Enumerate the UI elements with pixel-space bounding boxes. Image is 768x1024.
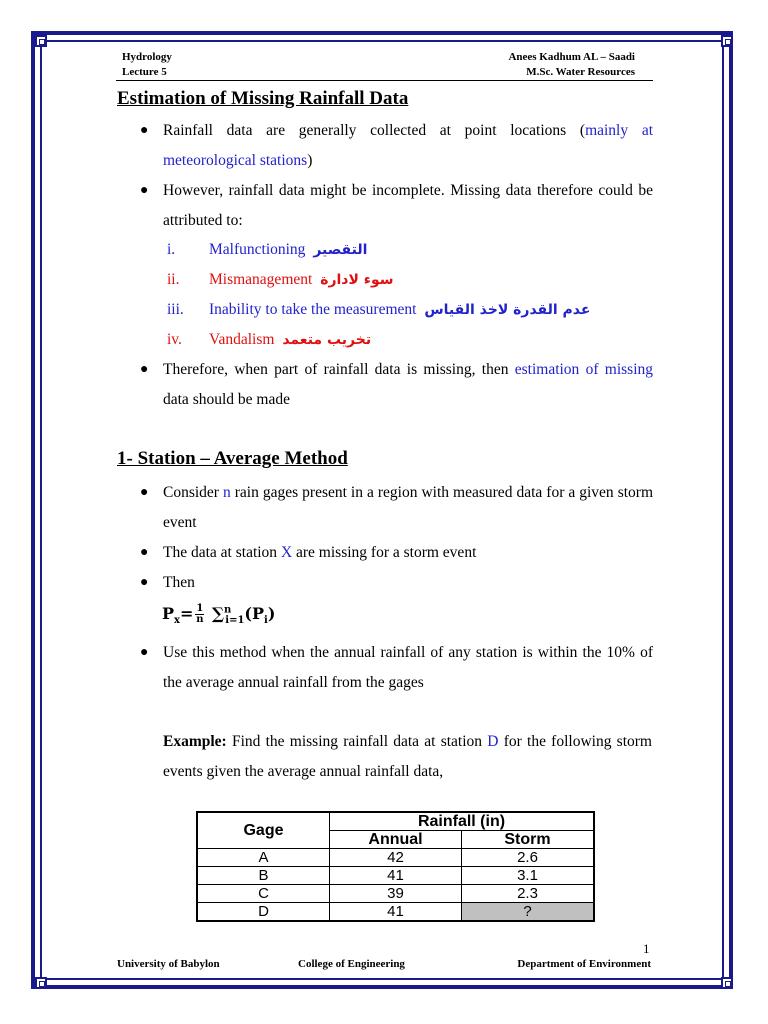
header-divider (116, 80, 653, 81)
border-corner-ornament (721, 977, 733, 989)
footer-university: University of Babylon (117, 958, 220, 970)
header-degree: M.Sc. Water Resources (526, 66, 635, 78)
bullet-list-method (137, 478, 653, 598)
list-item: ● Therefore, when part of rainfall data is missing, then estimation of missing data should be made (137, 355, 653, 415)
cause-item: i. Malfunctioning التقصير (167, 241, 368, 258)
bullet-icon: ● (140, 645, 149, 660)
bullet-icon: ● (140, 183, 149, 198)
highlight-text: estimation of missing (514, 361, 654, 378)
table-row: D 41 ? (197, 903, 594, 922)
example-label: Example: (163, 733, 227, 750)
bullet-icon: ● (140, 575, 149, 590)
header-author-info (508, 50, 635, 80)
bullet-list-conclusion (137, 355, 653, 415)
cause-item: iv. Vandalism تخريب متعمد (167, 331, 372, 348)
table-header-rainfall: Rainfall (in) (330, 812, 595, 831)
table-row: C 39 2.3 (197, 885, 594, 903)
table-header-gage: Gage (197, 812, 330, 849)
border-corner-ornament (35, 35, 47, 47)
list-item: ● Consider n rain gages present in a region with measured data for a given storm event (137, 478, 653, 538)
table-row: A 42 2.6 (197, 849, 594, 867)
causes-list (167, 235, 590, 355)
list-item: ● Then (137, 568, 653, 598)
list-item: ● However, rainfall data might be incomplete. Missing data therefore could be attributed to: (137, 176, 653, 236)
bullet-icon: ● (140, 362, 149, 377)
border-corner-ornament (721, 35, 733, 47)
example-paragraph: Example: Find the missing rainfall data at station D for the following storm events given the average annual rainfall data, (163, 733, 652, 780)
bullet-icon: ● (140, 485, 149, 500)
cause-item: ii. Mismanagement سوء لادارة (167, 271, 394, 288)
missing-value-cell: ? (462, 903, 595, 922)
bullet-list-usage (137, 638, 653, 698)
highlight-text: mainly at meteorological stations (163, 122, 653, 169)
page-number: 1 (643, 941, 650, 956)
footer-college: College of Engineering (298, 958, 405, 970)
cause-item: iii. Inability to take the measurement عدم القدرة لاخذ القياس (167, 301, 591, 318)
formula-fraction: $\frac{1}{n}$ (196, 603, 204, 625)
rainfall-table (196, 811, 595, 922)
header-lecture: Lecture 5 (122, 66, 167, 78)
header-course: Hydrology (122, 51, 172, 63)
section-heading-missing-data: Estimation of Missing Rainfall Data (117, 88, 409, 109)
bullet-icon: ● (140, 545, 149, 560)
list-item: ● Use this method when the annual rainfall of any station is within the 10% of the average annual rainfall from the gages (137, 638, 653, 698)
header-course-info (122, 50, 172, 80)
table-header-storm: Storm (462, 831, 595, 849)
bullet-list-intro (137, 116, 653, 236)
border-corner-ornament (35, 977, 47, 989)
footer-department: Department of Environment (517, 958, 651, 970)
list-item: ● Rainfall data are generally collected at point locations (mainly at meteorological stations) (137, 116, 653, 176)
list-item: ● The data at station X are missing for a storm event (137, 538, 653, 568)
section-heading-station-average: 1- Station – Average Method (117, 448, 348, 469)
station-average-formula: $P_x=$ $\frac{1}{n}$ $\sum^n_{i=1}(P_i)$ (162, 603, 276, 627)
header-author: Anees Kadhum AL – Saadi (508, 51, 635, 63)
table-row: B 41 3.1 (197, 867, 594, 885)
table-header-annual: Annual (330, 831, 462, 849)
bullet-icon: ● (140, 123, 149, 138)
